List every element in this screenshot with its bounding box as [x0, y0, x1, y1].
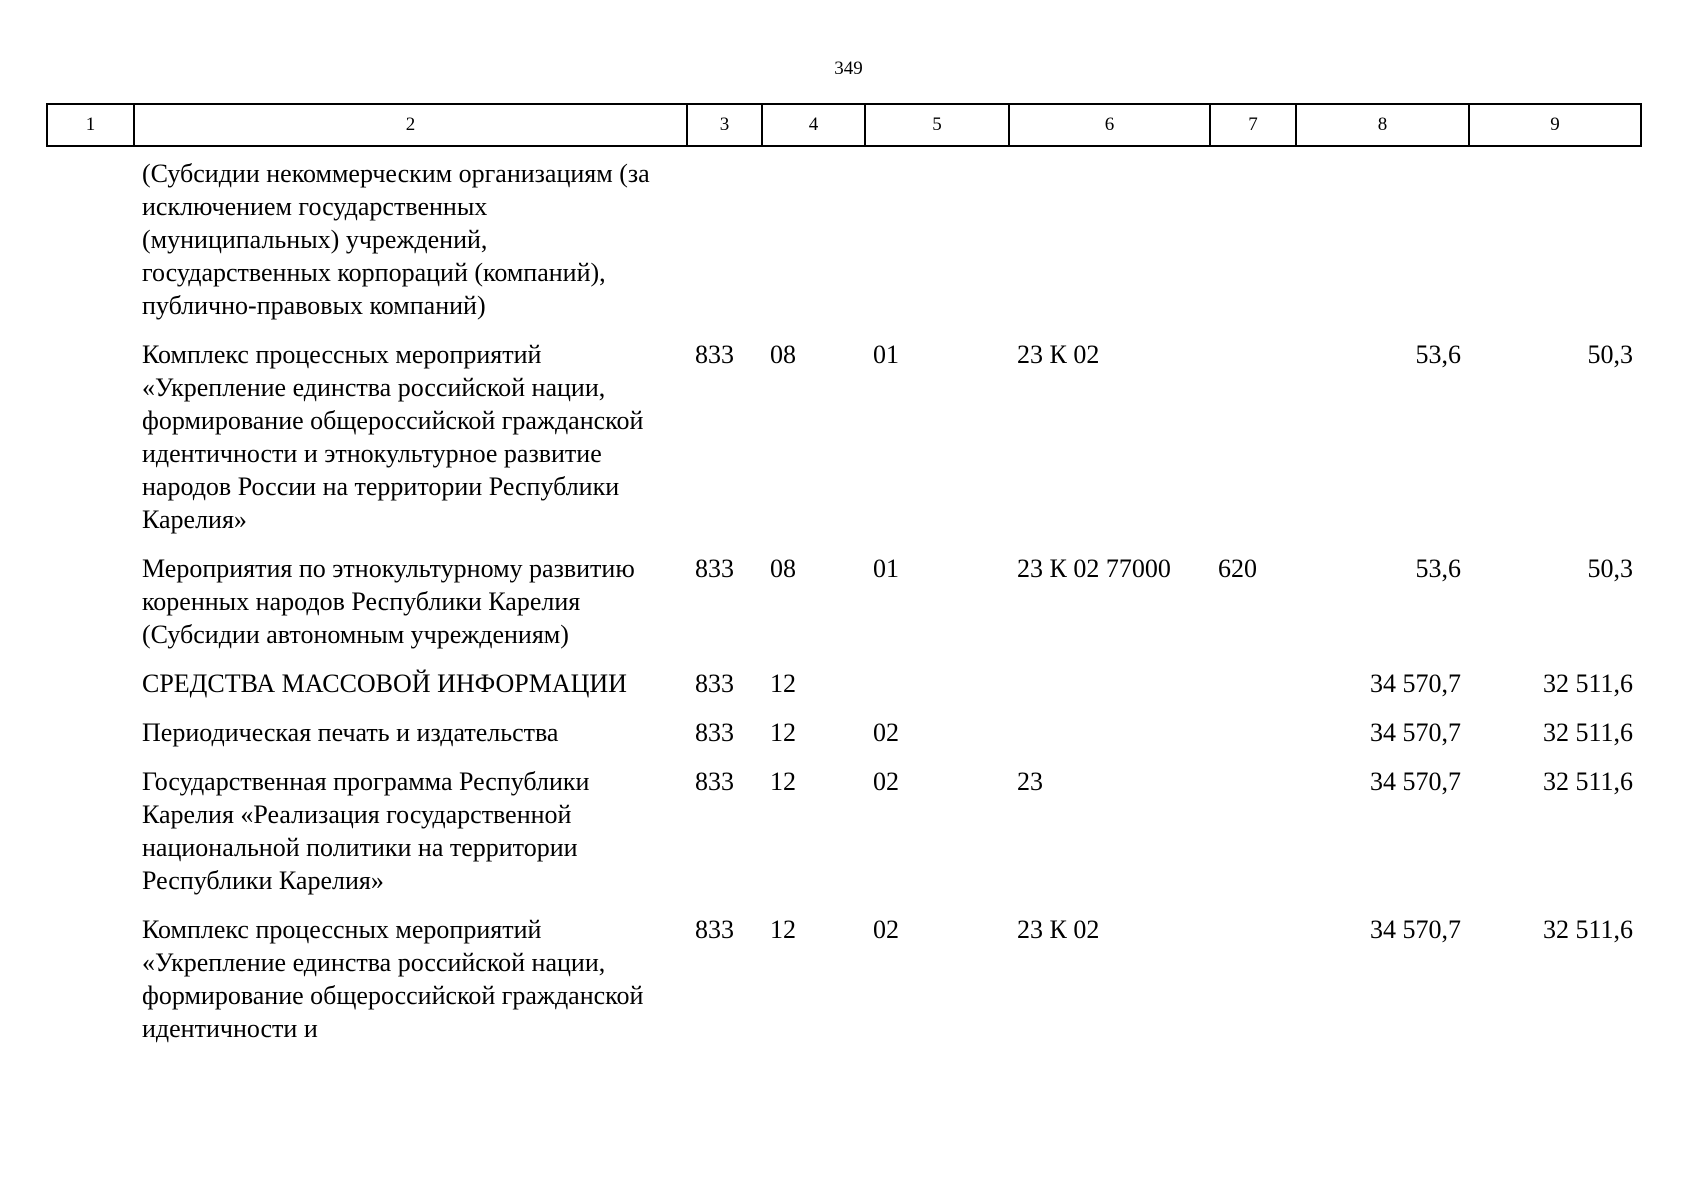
cell-col6	[1009, 146, 1210, 338]
cell-col7: 620	[1218, 554, 1257, 583]
cell-name: Периодическая печать и издательства	[142, 718, 559, 747]
cell-name: Мероприятия по этнокультурному развитию коренных народов Республики Карелия (Субсидии автономным учреждениям)	[142, 554, 635, 649]
cell-col9: 50,3	[1587, 554, 1633, 583]
table-row	[47, 765, 1641, 913]
cell-col8: 34 570,7	[1370, 767, 1461, 796]
cell-col3: 833	[695, 554, 734, 583]
cell-col1	[47, 552, 134, 667]
table-row	[47, 913, 1641, 1061]
cell-col5	[865, 146, 1009, 338]
col-header-4: 4	[762, 104, 865, 146]
col-header-5: 5	[865, 104, 1009, 146]
cell-col8: 34 570,7	[1370, 669, 1461, 698]
cell-col7	[1210, 913, 1296, 1061]
cell-col4: 12	[770, 669, 796, 698]
cell-col5: 01	[873, 340, 899, 369]
cell-col7	[1210, 667, 1296, 716]
table-row	[47, 552, 1641, 667]
cell-col9: 32 511,6	[1542, 669, 1633, 698]
cell-col4: 12	[770, 767, 796, 796]
cell-col8: 53,6	[1415, 554, 1461, 583]
cell-col4: 12	[770, 915, 796, 944]
col-header-9: 9	[1469, 104, 1641, 146]
cell-col9: 50,3	[1587, 340, 1633, 369]
column-number-header	[47, 104, 1641, 146]
cell-col1	[47, 716, 134, 765]
cell-name: Государственная программа Республики Карелия «Реализация государственной национальной политики на территории Республики Карелия»	[142, 767, 590, 895]
table-row	[47, 146, 1641, 338]
cell-col3: 833	[695, 340, 734, 369]
cell-name: Комплекс процессных мероприятий «Укрепление единства российской нации, формирование общероссийской гражданской идентичности и	[142, 915, 644, 1043]
cell-col5: 02	[873, 915, 899, 944]
cell-col3: 833	[695, 915, 734, 944]
cell-col9: 32 511,6	[1542, 767, 1633, 796]
cell-col6: 23	[1017, 767, 1043, 796]
cell-name: Комплекс процессных мероприятий «Укрепление единства российской нации, формирование общероссийской гражданской идентичности и этнокультурное развитие народов России на территории Республики Карелия»	[142, 340, 644, 534]
col-header-3: 3	[687, 104, 762, 146]
cell-col1	[47, 667, 134, 716]
cell-col8: 34 570,7	[1370, 718, 1461, 747]
cell-col4: 12	[770, 718, 796, 747]
cell-col6: 23 К 02 77000	[1017, 554, 1171, 583]
col-header-8: 8	[1296, 104, 1469, 146]
cell-col5	[865, 667, 1009, 716]
col-header-1: 1	[47, 104, 134, 146]
cell-col5: 02	[873, 718, 899, 747]
cell-col6	[1009, 667, 1210, 716]
table-row	[47, 338, 1641, 552]
cell-col8: 34 570,7	[1370, 915, 1461, 944]
cell-col3: 833	[695, 767, 734, 796]
cell-col1	[47, 765, 134, 913]
cell-col4: 08	[770, 554, 796, 583]
cell-col5: 01	[873, 554, 899, 583]
cell-col7	[1210, 765, 1296, 913]
cell-col6: 23 К 02	[1017, 340, 1100, 369]
cell-col1	[47, 913, 134, 1061]
cell-col7	[1210, 338, 1296, 552]
cell-col8	[1296, 146, 1469, 338]
cell-col9: 32 511,6	[1542, 915, 1633, 944]
table-row	[47, 667, 1641, 716]
cell-col7	[1210, 716, 1296, 765]
cell-col3: 833	[695, 718, 734, 747]
cell-col9	[1469, 146, 1641, 338]
page-number: 349	[834, 58, 863, 79]
cell-col3: 833	[695, 669, 734, 698]
cell-col9: 32 511,6	[1542, 718, 1633, 747]
col-header-7: 7	[1210, 104, 1296, 146]
cell-col4: 08	[770, 340, 796, 369]
cell-name: СРЕДСТВА МАССОВОЙ ИНФОРМАЦИИ	[142, 669, 627, 698]
cell-name: (Субсидии некоммерческим организациям (за исключением государственных (муниципальных) учреждений, государственных корпораций (компаний), публично-правовых компаний)	[142, 159, 650, 320]
table-row	[47, 716, 1641, 765]
cell-col8: 53,6	[1415, 340, 1461, 369]
col-header-6: 6	[1009, 104, 1210, 146]
cell-col6	[1009, 716, 1210, 765]
cell-col1	[47, 146, 134, 338]
cell-col6: 23 К 02	[1017, 915, 1100, 944]
budget-table	[46, 103, 1642, 1061]
cell-col5: 02	[873, 767, 899, 796]
col-header-2: 2	[134, 104, 687, 146]
cell-col4	[762, 146, 865, 338]
cell-col3	[687, 146, 762, 338]
cell-col1	[47, 338, 134, 552]
cell-col7	[1210, 146, 1296, 338]
